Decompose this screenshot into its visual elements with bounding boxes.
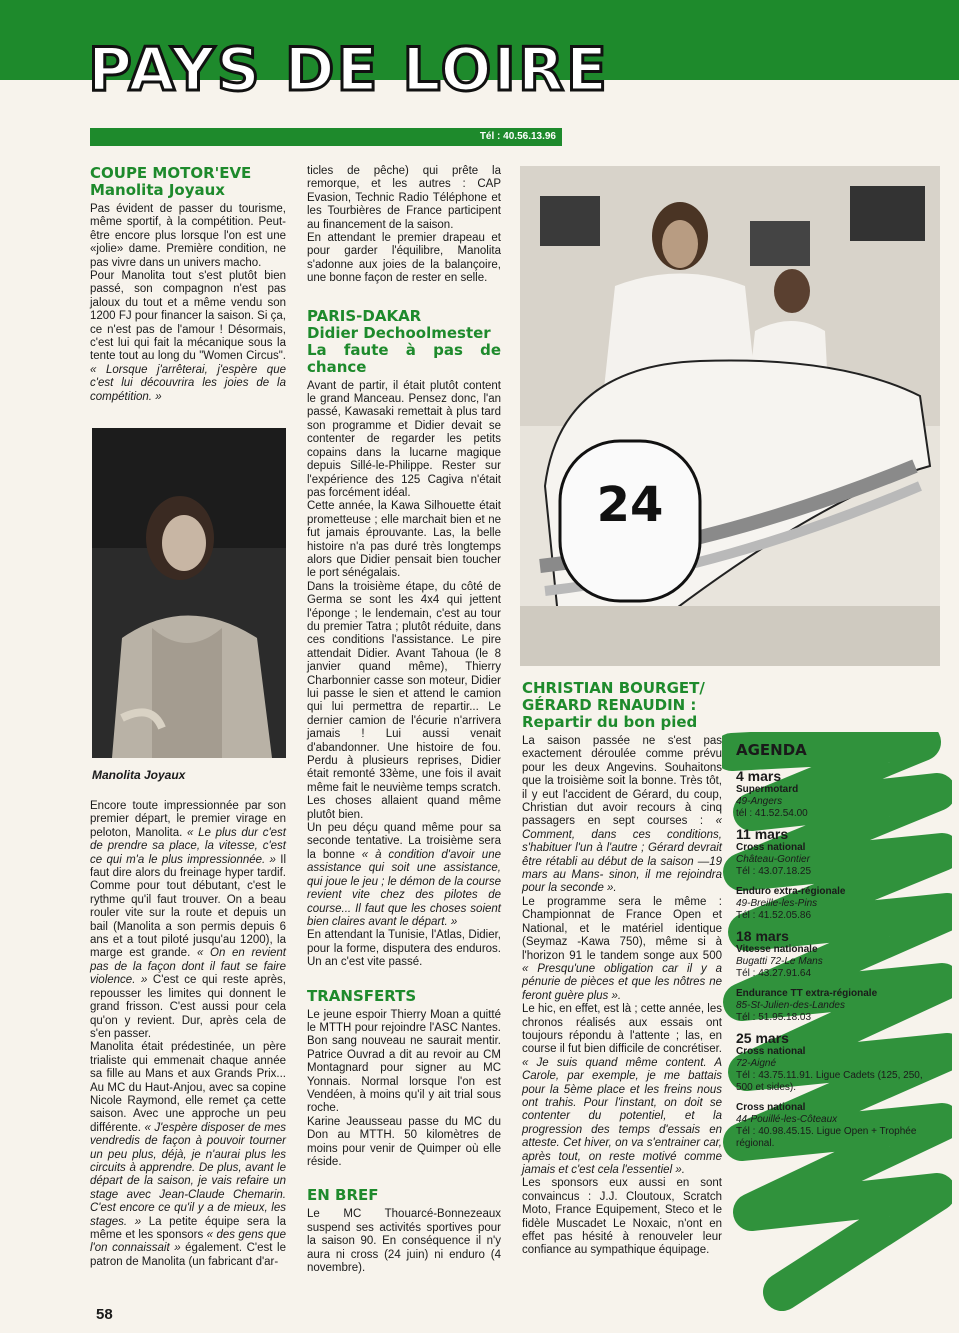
article1-p3: Encore toute impressionnée par son premier départ, le premier virage en peloton, Manolita. « Le plus dur c'est de prendre sa place, la vitesse, c'est ce qui m'a le plus impressionnée. » Il faut dire alors du freinage hyper tardif. Comme pour tout débutant, c'est le rythme qu'il faut trouver. On a beau rouler vite sur la route et depuis un bail (Manolita a son permis depuis 6 ans et a tout piloté jusqu'au 1200), la marge est grande. « On en revient pas de la façon dont il faut se faire violence. » C'est ce qui reste après, repousser les limites qui donnent le grand frisson. C'est aussi pour cela qu'on y revient. Dur, après cela de s'en passer.: [90, 800, 286, 1040]
agenda-event: [736, 842, 936, 878]
agenda: [736, 741, 936, 1158]
article4-p1: Le MC Thouarcé-Bonnezeaux suspend ses activités sportives pour la saison 90. En conséquence il n'y aura ni cross (24 juin) ni enduro (4 novembre).: [307, 1208, 501, 1275]
agenda-event: [736, 784, 936, 820]
column-2: [307, 165, 501, 1275]
photo-caption: Manolita Joyaux: [92, 768, 186, 782]
article3-p2: Karine Jeausseau passe du MC du Don au MTTH. 50 kilomètres de moins pour venir de Quimper où elle réside.: [307, 1115, 501, 1168]
agenda-event: [736, 1102, 936, 1150]
article2-p5: En attendant la Tunisie, l'Atlas, Didier, pour la forme, disputera des enduros. Un an c'est vite passé.: [307, 929, 501, 969]
page-number: 58: [96, 1306, 113, 1323]
agenda-event: [736, 988, 936, 1024]
article2-p2: Cette année, la Kawa Silhouette était prometteuse ; elle marchait bien et ne fut jamais éprouvante. Las, la belle histoire n'a pas duré très longtemps alors que Didier pensait bien toucher le port sénégalais.: [307, 500, 501, 580]
agenda-event-place: 44-Pouillé-les-Côteaux: [736, 1114, 838, 1125]
article1-p2: Pour Manolita tout s'est plutôt bien passé, son compagnon n'est pas jaloux du tout et a même vendu son 1200 FJ pour financer la saison. Si ça, ce n'est pas de l'amour ! Désormais, c'est lui qui fait la mécanique sous la tente tout au long du "Women Circus". « Lorsque j'arrêterai, j'espère que c'est lui découvrira les joies de la compétition. »: [90, 270, 286, 403]
agenda-date: 25 mars: [736, 1030, 789, 1046]
article2-heading: PARIS-DAKAR Didier Dechoolmester La faute à pas de chance: [307, 306, 501, 376]
agenda-date: 18 mars: [736, 928, 789, 944]
agenda-event-name: Cross national: [736, 842, 806, 853]
agenda-event-name: Cross national: [736, 1102, 806, 1113]
race-number: 24: [596, 477, 664, 533]
agenda-event-place: 49-Angers: [736, 796, 783, 807]
article1-p1: Pas évident de passer du tourisme, même sportif, à la compétition. Peut-être encore plus lorsque l'on est une «jolie» dame. Première condition, ne pas vivre dans un univers macho.: [90, 203, 286, 269]
agenda-title: AGENDA: [736, 741, 807, 759]
agenda-date: 11 mars: [736, 826, 789, 842]
agenda-event-name: Vitesse nationale: [736, 944, 818, 955]
article2-p1: Avant de partir, il était plutôt content le grand Manceau. Pensez donc, l'an passé, Kawasaki remettait à plus tard son programme et Didier devait se contenter de regarder les petits copains dans la lucarne magique depuis Sillé-le-Philippe. Rester sur l'expérience des 125 Cagiva n'était pas forcément idéal.: [307, 379, 501, 499]
article2-p3: Dans la troisième étape, du côté de Germa se sont les 4x4 qui jettent l'éponge ; le lendemain, c'est au tour du premier Tatra ; plutôt réduite, dans ces conditions l'assistance. Le pire attendait Didier. Avant Tahoua (le 8 janvier quand même), Thierry Charbonnier casse son moteur, Didier lui passe le sien et attend le camion qui lui permettra de repartir... Le dernier camion de l'écurie n'arrivera jamais ! Lui aussi venait d'abandonner. Une histoire de fou. Perdu à plusieurs reprises, Didier était remonté 33ème, une fois il avait même fait le neuvième temps scratch. Les choses allaient quand même plutôt bien.: [307, 580, 501, 821]
article1-heading: COUPE MOTOR'EVE Manolita Joyaux: [90, 164, 252, 199]
agenda-event-place: Bugatti 72-Le Mans: [736, 956, 823, 967]
agenda-event-tel: Tél : 41.52.05.86: [736, 910, 812, 921]
agenda-event-tel: Tél : 43.07.18.25: [736, 866, 812, 877]
article1-p6: En attendant le premier drapeau et pour garder l'équilibre, Manolita s'adonne aux joies de la balançoire, une bonne façon de rester en selle.: [307, 232, 501, 285]
agenda-event-tel: Tél : 43.27.91.64: [736, 968, 812, 979]
agenda-event-tel: Tél : 51.95.18.03: [736, 1012, 812, 1023]
agenda-event-place: 49-Breille-les-Pins: [736, 898, 818, 909]
article5-heading: CHRISTIAN BOURGET/ GÉRARD RENAUDIN : Repartir du bon pied: [522, 679, 705, 731]
photo-manolita: [92, 428, 286, 758]
agenda-event: [736, 1046, 936, 1094]
agenda-event: [736, 944, 936, 980]
agenda-event-place: 72-Aigné: [736, 1058, 777, 1069]
article5-p1: La saison passée ne s'est pas exactement déroulée comme prévu pour les deux Angevins. Souhaitons que la troisième soit la bonne. Très tôt, il y eut l'accident de Gérard, du coup, Christian dut avoir recours à cinq passagers en sept courses : « Comment, dans ces conditions, s'habituer l'un à l'autre ; Gérard devrait être rétabli au début de la saison —19 mars au Mans- sinon, il me rejoindra pour la seconde ».: [522, 735, 722, 895]
article3-heading: TRANSFERTS: [307, 986, 417, 1005]
agenda-date: 4 mars: [736, 768, 782, 784]
agenda-event-place: 85-St-Julien-des-Landes: [736, 1000, 845, 1011]
photo-sidecar-team: [520, 166, 940, 666]
agenda-event: [736, 886, 936, 922]
article1-p4: Manolita était prédestinée, un père trialiste qui emmenait chaque année sa fille au Mans et aux Grands Prix... Au MC du Haut-Anjou, avec sa copine Nicole Raymond, elle remet ça cette saison. Avec une approche un peu différente. « J'espère disposer de mes vendredis de façon à pouvoir tourner un peu plus, déjà, je n'aurai plus les circuits à apprendre. De plus, avant le départ de la saison, je vais refaire un stage avec Jean-Claude Chemarin. C'est encore ce qu'il y a de mieux, les stages. » La petite équipe sera la même et les sponsors « des gens que l'on connaissait » également. C'est le patron de Manolita (un fabricant d'ar-: [90, 1041, 287, 1268]
phone-bar: Tél : 40.56.13.96: [90, 128, 562, 146]
agenda-event-tel: Tél : 40.98.45.15. Ligue Open + Trophée régional.: [736, 1126, 917, 1149]
article1-p5: ticles de pêche) qui prête la remorque, et les autres : CAP Evasion, Technic Radio Téléphone et les Tourbières de France participent au financement de la saison.: [307, 165, 501, 231]
article5-p2: Le programme sera le même : Championnat de France Open et National, et le matériel identique (Seymaz -Kawa 750), même si à l'horizon 91 le tandem songe aux 500 « Presqu'une obligation car il y a pénurie de pièces et que les nôtres ne feront guère plus ».: [522, 895, 722, 1002]
column-3: [522, 680, 722, 1258]
article4-heading: EN BREF: [307, 1186, 379, 1205]
article5-p3: Le hic, en effet, est là ; cette année, les chronos réalisés aux essais ont toujours répondu à l'attente ; las, en course il fut bien difficile de concrétiser. « Je suis quand même content. A Carole, par exemple, je me battais pour la 5ème place et les freins nous ont trahis. Pour l'instant, on doit se contenter du potentiel, et la progression des temps d'essais en atteste. Cet hiver, on va s'entrainer car, après tout, on reste motivé comme jamais et c'est cela l'essentiel ».: [522, 1003, 722, 1176]
column-1-lower: [90, 800, 286, 1269]
article3-p1: Le jeune espoir Thierry Moan a quitté le MTTH pour rejoindre l'ASC Nantes. Bon sang nouveau ne saurait mentir. Patrice Ouvrad a dit au revoir au CM Montagnard pour signer au MC Yonnais. Normal lorsque l'on est Vendéen, à moins qu'il y ait trial sous roche.: [307, 1008, 501, 1115]
article5-p4: Les sponsors eux aussi en sont convaincus : J.J. Cloutoux, Scratch Moto, France Equipement, Steco et le fidèle Muscadet Le Noxaic, n'ont en effet pas hésité à renouveler leur confiance au sympathique équipage.: [522, 1177, 722, 1257]
agenda-event-tel: tél : 41.52.54.00: [736, 808, 808, 819]
agenda-event-name: Supermotard: [736, 784, 799, 795]
section-title: PAYS DE LOIRE: [88, 35, 609, 105]
agenda-event-name: Cross national: [736, 1046, 806, 1057]
column-1: [90, 165, 286, 404]
agenda-event-place: Château-Gontier: [736, 854, 810, 865]
article2-p4: Un peu déçu quand même pour sa seconde tentative. La troisième sera la bonne « à condition d'avoir une assistance qui soit une assistance, qui joue le jeu ; le démon de la course revient vite chez des pilotes de course... Il faut que les choses soient bien claires avant le départ. »: [307, 822, 501, 928]
agenda-event-tel: Tél : 43.75.11.91. Ligue Cadets (125, 250, 500 et sides).: [736, 1070, 923, 1093]
agenda-event-name: Endurance TT extra-régionale: [736, 988, 878, 999]
agenda-event-name: Enduro extra-régionale: [736, 886, 846, 897]
